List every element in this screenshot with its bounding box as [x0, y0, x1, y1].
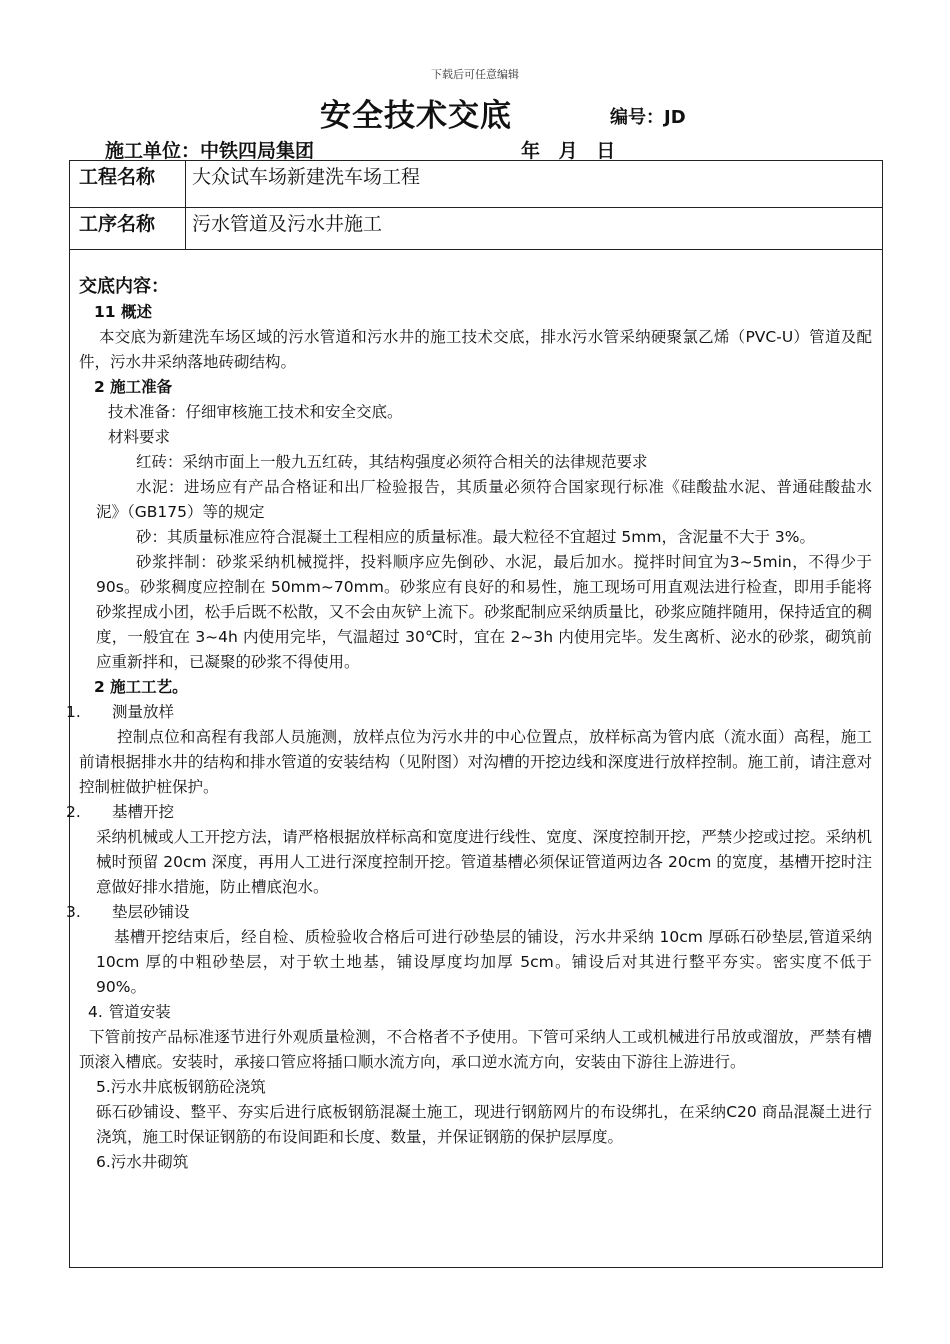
disclosure-content: [66, 274, 882, 1175]
item-1-title: 1. 测量放样: [70, 700, 882, 725]
item-3-number: 3.: [66, 903, 81, 921]
material-heading: 材料要求: [108, 428, 171, 446]
item-1-text: 控制点位和高程有我部人员施测，放样点位为污水井的中心位置点，放样标高为管内底（流水面）高程，施工前请根据排水井的结构和排水管道的安装结构（见附图）对沟槽的开挖边线和深度进行放样控制。施工前，请注意对控制桩做护桩保护。: [79, 728, 872, 796]
overview-heading: 11 概述: [94, 303, 152, 321]
process-name-label: 工序名称: [79, 213, 156, 235]
construction-unit: 施工单位：中铁四局集团: [105, 140, 315, 162]
item-3-title: 3. 垫层砂铺设: [70, 900, 882, 925]
disclosure-table: [66, 160, 883, 1268]
project-name-label: 工程名称: [79, 166, 156, 188]
cement-requirement: 水泥：进场应有产品合格证和出厂检验报告，其质量必须符合国家现行标准《硅酸盐水泥、普通硅酸盐水泥》（GB175）等的规定: [96, 478, 872, 521]
item-1-number: 1.: [66, 703, 81, 721]
preparation-heading: 2 施工准备: [94, 378, 173, 396]
document-code: 编号：JD: [610, 107, 686, 128]
item-6-number: 6.: [96, 1153, 111, 1171]
content-heading: 交底内容：: [79, 276, 169, 297]
item-4-text: 下管前按产品标准逐节进行外观质量检测，不合格者不予使用。下管可采纳人工或机械进行吊放或溜放，严禁有槽顶滚入槽底。安装时，承接口管应将插口顺水流方向，承口逆水流方向，安装由下游往上游进行。: [79, 1028, 872, 1071]
date-line: 年 月 日: [521, 140, 616, 162]
table-column-divider: [185, 161, 186, 249]
brick-requirement: 红砖：采纳市面上一般九五红砖，其结构强度必须符合相关的法律规范要求: [136, 453, 648, 471]
process-name-value: 污水管道及污水井施工: [192, 213, 383, 235]
item-2-number: 2.: [66, 803, 81, 821]
technical-preparation: 技术准备：仔细审核施工技术和安全交底。: [108, 403, 403, 421]
document-title: 安全技术交底: [320, 98, 512, 134]
item-2-text: 采纳机械或人工开挖方法，请严格根据放样标高和宽度进行线性、宽度、深度控制开挖，严禁少挖或过挖。采纳机械时预留 20cm 深度，再用人工进行深度控制开挖。管道基槽必须保证管道两边各 20cm 的宽度，基槽开挖时注意做好排水措施，防止槽底泡水。: [96, 828, 872, 896]
item-4-title: 4. 管道安装: [88, 1003, 171, 1021]
project-name-value: 大众试车场新建洗车场工程: [192, 166, 421, 188]
table-row-divider: [70, 249, 882, 250]
item-5-number: 5.: [96, 1078, 111, 1096]
header-note: 下载后可任意编辑: [431, 68, 519, 81]
overview-paragraph: 本交底为新建洗车场区域的污水管道和污水井的施工技术交底，排水污水管采纳硬聚氯乙烯（PVC-U）管道及配件，污水井采纳落地砖砌结构。: [79, 328, 872, 371]
item-5-text: 砾石砂铺设、整平、夯实后进行底板钢筋混凝土施工，现进行钢筋网片的布设绑扎，在采纳C20 商品混凝土进行浇筑，施工时保证钢筋的布设间距和长度、数量，并保证钢筋的保护层厚度。: [96, 1103, 872, 1146]
item-6-title: 6.污水井砌筑: [96, 1153, 189, 1171]
item-4-number: 4.: [88, 1003, 103, 1021]
item-2-title: 2. 基槽开挖: [70, 800, 882, 825]
item-5-title: 5.污水井底板钢筋砼浇筑: [96, 1078, 266, 1096]
sand-requirement: 砂：其质量标准应符合混凝土工程相应的质量标准。最大粒径不宜超过 5mm，含泥量不大于 3%。: [136, 528, 816, 546]
mortar-requirement: 砂浆拌制：砂浆采纳机械搅拌，投料顺序应先倒砂、水泥，最后加水。搅拌时间宜为3~5min，不得少于 90s。砂浆稠度应控制在 50mm~70mm。砂浆应有良好的和易性，施工现场可用直观法进行检查，即用手能将砂浆捏成小团，松手后既不松散，又不会由灰铲上流下。砂浆配制应采纳质量比，砂浆应随拌随用，保持适宜的稠度，一般宜在 3~4h 内使用完毕，气温超过 30℃时，宜在 2~3h 内使用完毕。发生离析、泌水的砂浆，砌筑前应重新拌和，已凝聚的砂浆不得使用。: [96, 553, 872, 671]
item-3-text: 基槽开挖结束后，经自检、质检验收合格后可进行砂垫层的铺设，污水井采纳 10cm 厚砾石砂垫层,管道采纳 10cm 厚的中粗砂垫层，对于软土地基，铺设厚度均加厚 5cm。铺设后对其进行整平夯实。密实度不低于 90%。: [96, 928, 872, 996]
process-heading: 2 施工工艺。: [94, 678, 188, 696]
table-row-divider: [70, 207, 882, 208]
